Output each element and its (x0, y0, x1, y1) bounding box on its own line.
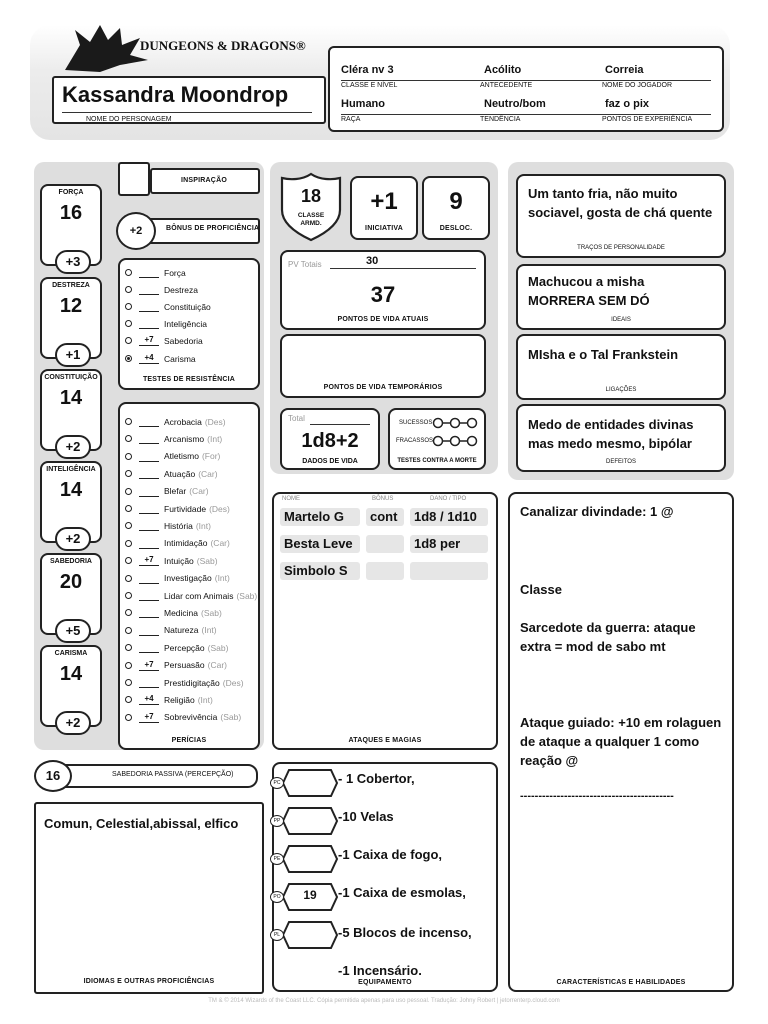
player-name-value: Correia (605, 64, 644, 76)
skill-row[interactable] (125, 639, 228, 656)
skill-attribute: (Des) (209, 503, 230, 514)
save-value: +4 (139, 353, 159, 364)
coin-label: PE (270, 853, 284, 865)
speed-label: DESLOC. (439, 225, 473, 232)
inspiration-checkbox[interactable] (118, 162, 150, 196)
attack-name[interactable]: Martelo G (280, 508, 360, 526)
skill-row[interactable] (125, 535, 230, 552)
skill-row[interactable] (125, 430, 222, 447)
race-value: Humano (341, 98, 385, 110)
ability-score: 20 (59, 571, 83, 593)
skill-name: Medicina (164, 607, 199, 618)
save-value (139, 318, 159, 329)
skill-value (139, 486, 159, 497)
proficiency-dot (125, 435, 132, 442)
skill-row[interactable] (125, 465, 218, 482)
traits-label: TRAÇOS DE PERSONALIDADE (577, 245, 665, 251)
background-label: ANTECEDENTE (480, 82, 533, 89)
ability-name: CONSTITUIÇÃO (44, 374, 98, 381)
skill-attribute: (Car) (210, 538, 230, 549)
save-value (139, 267, 159, 278)
armor-class-label: CLASSE ARMD. (297, 212, 325, 227)
skill-value (139, 433, 159, 444)
proficiency-dot (125, 470, 132, 477)
skill-value (139, 468, 159, 479)
ability-strength (40, 184, 102, 269)
hp-current-label: PONTOS DE VIDA ATUAIS (337, 316, 429, 323)
coin-field[interactable] (273, 806, 331, 832)
death-success-label: SUCESSOS (399, 420, 433, 426)
save-name: Destreza (164, 284, 199, 295)
save-name: Inteligência (164, 318, 208, 329)
hp-current-value: 37 (370, 282, 396, 307)
skill-value: +7 (139, 660, 159, 671)
attack-damage[interactable]: 1d8 per (410, 535, 488, 553)
proficiency-dot (125, 592, 132, 599)
skill-row[interactable] (125, 448, 220, 465)
ideals-text: Machucou a misha MORRERA SEM DÓ (528, 274, 650, 308)
proficiency-dot (125, 505, 132, 512)
skill-attribute: (Sab) (207, 642, 229, 653)
features-label: CARACTERÍSTICAS E HABILIDADES (556, 979, 686, 986)
coin-field[interactable] (273, 768, 331, 794)
save-row-wisdom[interactable] (125, 332, 203, 349)
skill-value (139, 416, 159, 427)
initiative-value: +1 (370, 188, 398, 215)
ability-mod: +2 (55, 435, 91, 459)
coin-hexagon-icon (281, 844, 339, 874)
skill-value (139, 642, 159, 653)
skill-attribute: (Sab) (220, 712, 242, 723)
skill-value (139, 520, 159, 531)
skill-attribute: (Int) (201, 625, 217, 636)
skill-name: Persuasão (164, 660, 205, 671)
skill-name: Intuição (164, 555, 194, 566)
attack-bonus[interactable] (366, 562, 404, 580)
proficiency-dot (125, 644, 132, 651)
ability-score: 16 (59, 202, 83, 224)
coin-label: PO (270, 891, 284, 903)
proficiency-dot (125, 522, 132, 529)
skill-row[interactable] (125, 552, 218, 569)
ability-name: SABEDORIA (49, 558, 92, 565)
proficiency-dot (125, 320, 132, 327)
coin-field[interactable] (273, 920, 331, 946)
skills-label: PERÍCIAS (171, 737, 207, 744)
character-name: Kassandra Moondrop (62, 82, 289, 107)
hit-dice-total-label: Total (288, 414, 305, 423)
proficiency-dot (125, 609, 132, 616)
passive-wisdom-label: SABEDORIA PASSIVA (PERCEPÇÃO) (112, 771, 234, 778)
skill-row[interactable] (125, 413, 226, 430)
save-name: Carisma (164, 353, 196, 364)
skill-row[interactable] (125, 622, 217, 639)
traits-text: Um tanto fria, não muito sociavel, gosta de chá quente (528, 186, 713, 220)
armor-class-value: 18 (300, 186, 322, 206)
skill-value: +4 (139, 694, 159, 705)
equipment-item: -1 Incensário. (338, 963, 422, 978)
proficiency-dot (125, 679, 132, 686)
character-name-line (62, 112, 312, 113)
attack-damage[interactable] (410, 562, 488, 580)
skill-name: Intimidação (164, 538, 208, 549)
proficiency-dot (125, 337, 132, 344)
proficiency-dot (125, 540, 132, 547)
experience-label: PONTOS DE EXPERIÊNCIA (602, 116, 693, 123)
proficiency-dot-filled (125, 355, 132, 362)
skill-name: Prestidigitação (164, 677, 220, 688)
ability-mod: +1 (55, 343, 91, 367)
alignment-value: Neutro/bom (484, 98, 546, 110)
hp-temp-label: PONTOS DE VIDA TEMPORÁRIOS (323, 384, 443, 391)
proficiency-dot (125, 453, 132, 460)
skill-attribute: (Car) (189, 486, 209, 497)
skill-value: +7 (139, 712, 159, 723)
skill-attribute: (Int) (207, 433, 223, 444)
save-name: Força (164, 267, 186, 278)
skill-row[interactable] (125, 587, 257, 604)
ability-mod: +2 (55, 527, 91, 551)
hp-max-line (330, 268, 476, 269)
proficiency-dot (125, 303, 132, 310)
coin-field[interactable] (273, 844, 331, 870)
class-level-label: CLASSE E NÍVEL (341, 82, 398, 89)
skill-value (139, 538, 159, 549)
footer-copyright: TM & © 2014 Wizards of the Coast LLC. Cópia permitida apenas para uso pessoal. Tradução: Johny Robert | jetorrenterp.cloud.com (208, 998, 560, 1004)
passive-wisdom-value: 16 (34, 760, 72, 792)
ability-mod: +5 (55, 619, 91, 643)
hit-dice-total-line (310, 424, 370, 425)
skill-name: Atuação (164, 468, 196, 479)
save-row-strength[interactable] (125, 264, 186, 281)
bonds-label: LIGAÇÕES (605, 387, 637, 393)
save-name: Sabedoria (164, 335, 203, 346)
skill-attribute: (For) (201, 451, 221, 462)
skill-name: Natureza (164, 625, 199, 636)
languages-label: IDIOMAS E OUTRAS PROFICIÊNCIAS (83, 978, 215, 985)
proficiency-value: +2 (116, 212, 156, 250)
ability-score: 14 (59, 479, 83, 501)
skill-attribute: (Car) (207, 660, 227, 671)
skill-attribute: (Int) (214, 573, 230, 584)
equipment-item: - 1 Cobertor, (338, 771, 415, 786)
hit-dice-value: 1d8+2 (301, 430, 359, 452)
coin-label: PP (270, 815, 284, 827)
features-text-4: Ataque guiado: +10 em rolaguen de ataque a qualquer 1 como reação @ (520, 715, 722, 768)
speed-value: 9 (449, 188, 463, 215)
attacks-col-damage: DANO / TIPO (430, 496, 467, 502)
save-value (139, 284, 159, 295)
proficiency-dot (125, 696, 132, 703)
attack-bonus[interactable] (366, 535, 404, 553)
proficiency-dot (125, 627, 132, 634)
logo-text: DUNGEONS & DRAGONS® (140, 38, 306, 53)
initiative-label: INICIATIVA (365, 225, 403, 232)
features-text-5: ------------------------------------------ (520, 790, 674, 802)
ability-name: INTELIGÊNCIA (46, 466, 96, 473)
skill-name: Sobrevivência (164, 712, 218, 723)
skill-value (139, 607, 159, 618)
proficiency-dot (125, 286, 132, 293)
skill-name: Blefar (164, 486, 187, 497)
bonds-text: MIsha e o Tal Frankstein (528, 347, 679, 362)
features-text-2: Classe (520, 582, 562, 597)
death-fail-circles-icon[interactable] (432, 435, 478, 447)
death-saves-label: TESTES CONTRA A MORTE (397, 458, 477, 464)
ability-name: FORÇA (58, 189, 84, 196)
coin-label: PC (270, 777, 284, 789)
proficiency-dot (125, 575, 132, 582)
skill-name: Arcanismo (164, 433, 205, 444)
skill-row[interactable] (125, 483, 209, 500)
attacks-col-bonus: BÔNUS (372, 496, 394, 502)
ability-mod: +2 (55, 711, 91, 735)
save-row-intelligence[interactable] (125, 315, 207, 332)
save-value: +7 (139, 335, 159, 346)
coin-field[interactable] (273, 882, 331, 908)
ability-intelligence (40, 461, 102, 546)
save-row-charisma[interactable] (125, 350, 196, 367)
race-label: RAÇA (341, 116, 361, 123)
equipment-item: -5 Blocos de incenso, (338, 925, 472, 940)
attack-damage[interactable]: 1d8 / 1d10 (410, 508, 488, 526)
proficiency-dot (125, 269, 132, 276)
background-value: Acólito (484, 64, 522, 76)
proficiency-dot (125, 488, 132, 495)
skill-name: Lidar com Animais (164, 590, 234, 601)
equipment-item: -10 Velas (338, 809, 394, 824)
save-name: Constituição (164, 301, 211, 312)
ability-score: 14 (59, 387, 83, 409)
skill-name: Religião (164, 694, 195, 705)
death-success-circles-icon[interactable] (432, 417, 478, 429)
ability-name: DESTREZA (52, 282, 90, 289)
skill-name: História (164, 520, 193, 531)
skill-row[interactable] (125, 500, 230, 517)
flaws-text: Medo de entidades divinas mas medo mesmo, bipólar (528, 417, 694, 451)
ideals-label: IDEAIS (611, 317, 631, 323)
alignment-label: TENDÊNCIA (480, 116, 521, 123)
coin-hexagon-icon (281, 768, 339, 798)
skill-row[interactable] (125, 517, 211, 534)
skill-attribute: (Sab) (236, 590, 258, 601)
save-value (139, 301, 159, 312)
equipment-item: -1 Caixa de esmolas, (338, 885, 466, 900)
skill-row[interactable] (125, 604, 222, 621)
coin-hexagon-icon (281, 920, 339, 950)
skill-value (139, 451, 159, 462)
player-name-label: NOME DO JOGADOR (602, 82, 673, 89)
skill-attribute: (Sab) (201, 607, 222, 618)
skill-attribute: (Sab) (196, 555, 218, 566)
skill-row[interactable] (125, 691, 213, 708)
skill-attribute: (Des) (222, 677, 244, 688)
hp-max-label: PV Totais (288, 260, 322, 269)
saving-throws-label: TESTES DE RESISTÊNCIA (142, 376, 236, 383)
coin-hexagon-icon (281, 806, 339, 836)
ability-dexterity (40, 277, 102, 362)
skill-value (139, 590, 159, 601)
save-row-dexterity[interactable] (125, 281, 198, 298)
armor-class-shield-icon (280, 172, 342, 242)
skill-value (139, 625, 159, 636)
skill-row[interactable] (125, 570, 230, 587)
skill-value (139, 573, 159, 584)
death-fail-label: FRACASSOS (396, 438, 434, 444)
attack-name[interactable]: Besta Leve (280, 535, 360, 553)
skill-attribute: (Int) (197, 694, 213, 705)
field-line (341, 80, 711, 81)
proficiency-dot (125, 662, 132, 669)
coin-label: PL (270, 929, 284, 941)
skill-name: Percepção (164, 642, 205, 653)
languages-text: Comun, Celestial,abissal, elfico (44, 816, 239, 831)
ability-mod: +3 (55, 250, 91, 274)
proficiency-dot (125, 418, 132, 425)
coin-value: 19 (303, 888, 317, 902)
dragon-logo-icon (60, 20, 150, 75)
class-level-value: Cléra nv 3 (341, 64, 394, 76)
skill-value: +7 (139, 555, 159, 566)
experience-value: faz o pix (605, 98, 650, 110)
skill-row[interactable] (125, 674, 244, 691)
field-line-2 (341, 114, 711, 115)
attacks-box (272, 492, 498, 750)
attack-bonus[interactable]: cont (366, 508, 404, 526)
hit-dice-label: DADOS DE VIDA (302, 458, 358, 465)
skill-name: Investigação (164, 573, 212, 584)
skill-name: Furtividade (164, 503, 207, 514)
skill-row[interactable] (125, 709, 241, 726)
ability-constitution (40, 369, 102, 454)
skill-value (139, 503, 159, 514)
skill-attribute: (Int) (195, 520, 211, 531)
skill-name: Acrobacia (164, 416, 202, 427)
ability-score: 14 (59, 663, 83, 685)
ability-name: CARISMA (54, 650, 88, 657)
character-name-label: NOME DO PERSONAGEM (86, 116, 172, 123)
proficiency-dot (125, 557, 132, 564)
features-text-1: Canalizar divindade: 1 @ (520, 504, 674, 519)
skill-value (139, 677, 159, 688)
save-row-constitution[interactable] (125, 298, 211, 315)
flaws-label: DEFEITOS (606, 459, 636, 465)
inspiration-label: INSPIRAÇÃO (181, 177, 227, 184)
attacks-label: ATAQUES E MAGIAS (348, 737, 422, 744)
skill-attribute: (Car) (198, 468, 218, 479)
features-text-3: Sarcedote da guerra: ataque extra = mod de sabo mt (520, 620, 696, 654)
proficiency-dot (125, 714, 132, 721)
skill-attribute: (Des) (204, 416, 226, 427)
ability-charisma (40, 645, 102, 730)
attacks-col-name: NOME (282, 496, 300, 502)
attack-name[interactable]: Simbolo S (280, 562, 360, 580)
skill-row[interactable] (125, 657, 227, 674)
skill-name: Atletismo (164, 451, 199, 462)
equipment-item: -1 Caixa de fogo, (338, 847, 443, 862)
hp-max-value: 30 (366, 255, 379, 267)
ability-wisdom (40, 553, 102, 638)
ability-score: 12 (59, 295, 83, 317)
equipment-label: EQUIPAMENTO (358, 979, 412, 986)
proficiency-label: BÔNUS DE PROFICIÊNCIA (166, 225, 260, 232)
